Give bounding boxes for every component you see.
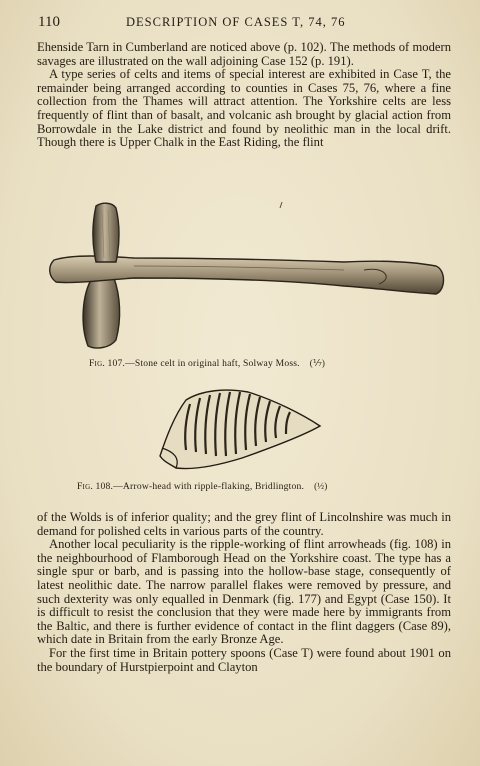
running-head: DESCRIPTION OF CASES T, 74, 76 (126, 15, 346, 29)
paragraph: Ehenside Tarn in Cumberland are noticed above (p. 102). The methods of modern savages are illustrated on the wall adjoining Case 152 (p. 191). (37, 40, 451, 68)
page-header (38, 14, 448, 34)
figure-108-arrowhead-illustration (156, 386, 324, 470)
paragraph: A type series of celts and items of special interest are exhibited in Case T, the remainder being arranged according to counties in Cases 75, 76, where a fine collection from the Thames will attract attention. The Yorkshire celts are less frequently of flint than of basalt, and volcanic ash brought by glacial action from Borrowdale in the Lake district and found by neolithic man in the local drift. Though there is Upper Chalk in the East Riding, the flint (37, 67, 451, 150)
figure-107-caption: Fig. 107.—Stone celt in original haft, Solway Moss. (⅐) (89, 358, 326, 369)
body-text-bottom (37, 511, 451, 674)
page-number: 110 (38, 14, 60, 30)
paragraph: Another local peculiarity is the ripple-working of flint arrowheads (fig. 108) in the neighbourhood of Flamborough Head on the Yorkshire coast. The type has a single spur or barb, and is passing into the hollow-base stage, consequently of latest neolithic date. The narrow parallel flakes were removed by pressure, and such dexterity was only equalled in Denmark (fig. 177) and Egypt (Case 150). It is difficult to resist the conclusion that they were made here by immigrants from the Baltic, and there is further evidence of contact in the flint daggers (Case 89), which date in Britain from the early Bronze Age. (37, 537, 451, 647)
figure-107-celt-illustration (44, 200, 448, 352)
paragraph: For the first time in Britain pottery spoons (Case T) were found about 1901 on the boundary of Hurstpierpoint and Clayton (37, 645, 451, 674)
body-text-top (37, 41, 451, 150)
paragraph: of the Wolds is of inferior quality; and the grey flint of Lincolnshire was much in demand for polished celts in various parts of the country. (37, 510, 451, 538)
figure-108-caption: Fig. 108.—Arrow-head with ripple-flaking, Bridlington. (½) (77, 481, 328, 492)
